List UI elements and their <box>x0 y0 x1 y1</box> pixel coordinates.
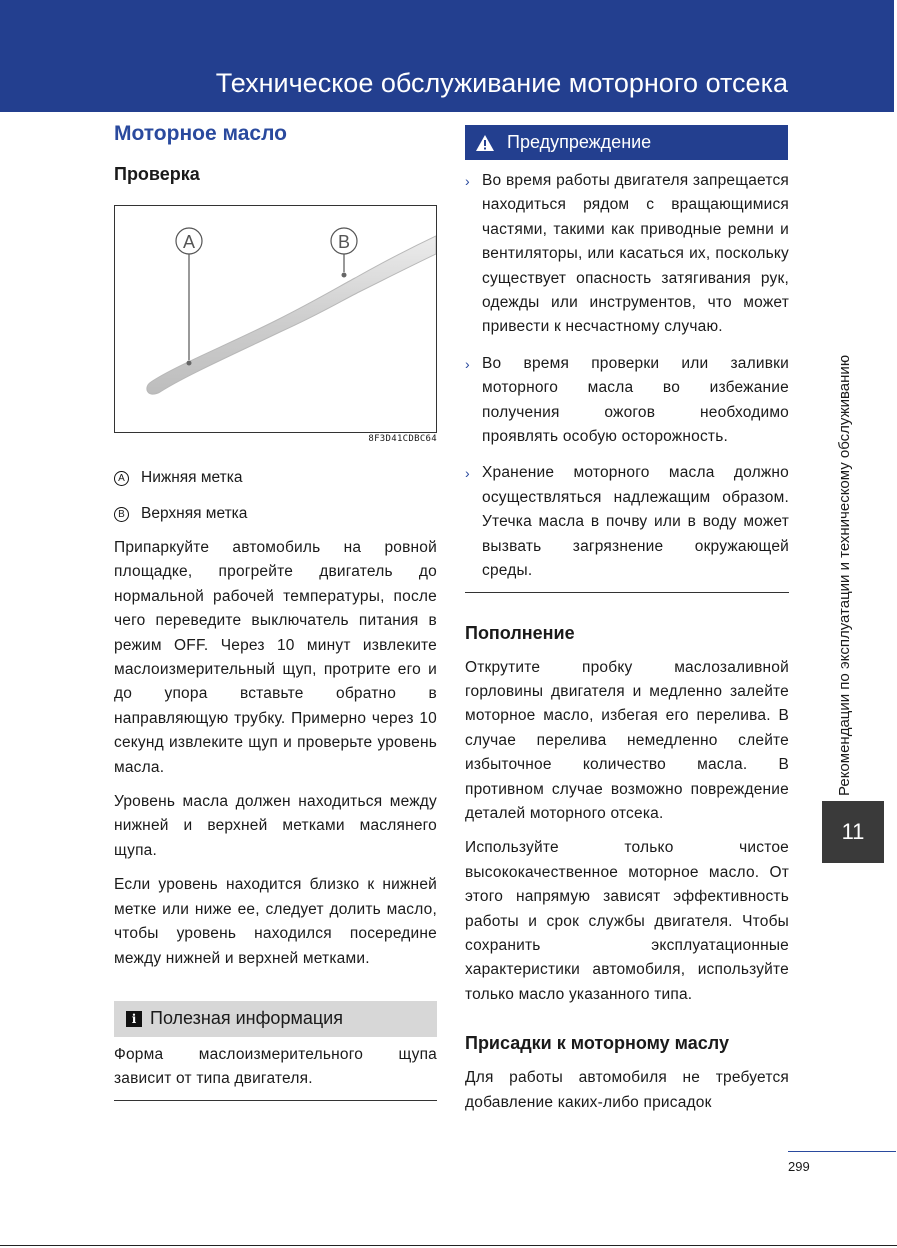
section-title: Моторное масло <box>114 122 287 145</box>
dipstick-illustration <box>115 206 436 432</box>
legend-marker-a: A <box>114 471 129 486</box>
page-number: 299 <box>788 1159 810 1174</box>
legend-text-a: Нижняя метка <box>141 469 243 486</box>
warning-item <box>465 169 789 340</box>
marker-a-label: A <box>182 232 196 252</box>
page-header <box>0 0 897 112</box>
info-text: Форма маслоизмерительного щупа зависит от типа двигателя. <box>114 1045 437 1088</box>
subhead-refill: Пополнение <box>465 622 575 643</box>
warning-divider <box>465 592 789 593</box>
bottom-rule <box>0 1245 897 1246</box>
info-box-header <box>114 1001 437 1037</box>
info-divider <box>114 1100 437 1101</box>
check-paragraph-1: Припаркуйте автомобиль на ровной площадке, прогрейте двигатель до нормальной рабочей температуры, после чего переведите выключатель питания в режим OFF. Через 10 минут извлеките маслоизмерительный щуп, протрите его и до упора вставьте обратно в направляющую трубку. Примерно через 10 секунд извлеките щуп и проверьте уровень масла. <box>114 539 437 776</box>
page-header-title: Техническое обслуживание моторного отсека <box>215 68 788 98</box>
chapter-number-box: 11 <box>822 801 884 863</box>
marker-b-label: B <box>337 232 351 252</box>
footer-rule <box>788 1151 896 1152</box>
info-title: Полезная информация <box>150 1008 343 1029</box>
legend-text-b: Верхняя метка <box>141 505 248 522</box>
check-paragraph-3: Если уровень находится близко к нижней метке или ниже ее, следует долить масло, чтобы уровень находился посередине между нижней и верхней метками. <box>114 876 437 967</box>
refill-paragraph-2: Используйте только чистое высококачественное моторное масло. От этого напрямую зависят эффективность работы и срок службы двигателя. Чтобы сохранить эксплуатационные характеристики автомобиля, используйте только масло указанного типа. <box>465 839 789 1003</box>
warning-title: Предупреждение <box>507 132 652 152</box>
chapter-side-label: Рекомендации по эксплуатации и техническому обслуживанию <box>836 354 853 796</box>
warning-box-header <box>465 125 788 160</box>
left-column <box>114 118 437 1101</box>
legend-item-b <box>114 502 437 526</box>
dipstick-blade <box>147 236 436 394</box>
subhead-check: Проверка <box>114 164 200 184</box>
warning-item <box>465 352 789 450</box>
legend <box>114 466 437 526</box>
additives-paragraph: Для работы автомобиля не требуется добавление каких-либо присадок <box>465 1069 789 1111</box>
check-paragraph-2: Уровень масла должен находиться между нижней и верхней метками маслянего щупа. <box>114 793 437 859</box>
subhead-additives: Присадки к моторному маслу <box>465 1033 729 1054</box>
warning-icon <box>475 134 495 152</box>
marker-a-dot <box>187 361 192 366</box>
dipstick-figure <box>114 205 437 433</box>
legend-item-a <box>114 466 437 490</box>
right-column <box>465 125 789 1115</box>
legend-marker-b: B <box>114 507 129 522</box>
chevron-right-icon: › <box>465 355 470 372</box>
warning-item-text: Хранение моторного масла должно осуществляться надлежащим образом. Утечка масла в почву или в воду может вызвать загрязнение окружающей среды. <box>482 464 789 580</box>
refill-paragraph-1: Открутите пробку маслозаливной горловины двигателя и медленно залейте моторное масло, избегая его перелива. В случае перелива немедленно слейте избыточное количество масла. В противном случае возможно повреждение деталей моторного отсека. <box>465 658 789 822</box>
info-icon: i <box>126 1011 142 1027</box>
warning-item <box>465 461 789 583</box>
chevron-right-icon: › <box>465 173 470 189</box>
warning-item-text: Во время проверки или заливки моторного масла во избежание получения ожогов необходимо проявлять особую осторожность. <box>482 354 789 446</box>
figure-code: 8F3D41CDBC64 <box>368 434 437 444</box>
chevron-right-icon: › <box>465 465 470 482</box>
warning-item-text: Во время работы двигателя запрещается находиться рядом с вращающимися частями, такими как приводные ремни и вентиляторы, или касаться их, поскольку существует опасность затягивания рук, одежды или инструментов, что может привести к несчастному случаю. <box>482 172 789 336</box>
marker-b-dot <box>342 273 347 278</box>
